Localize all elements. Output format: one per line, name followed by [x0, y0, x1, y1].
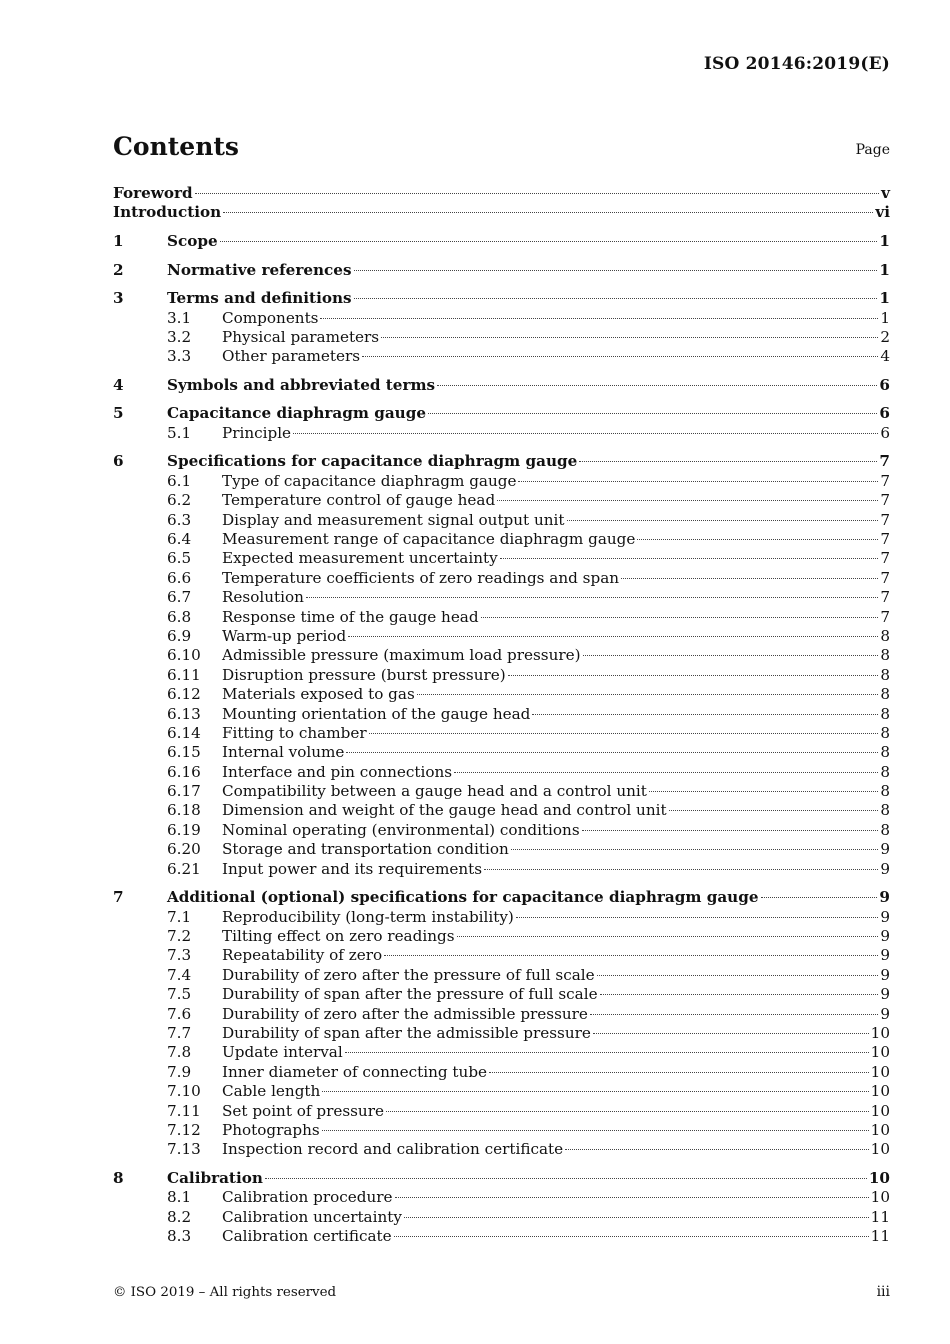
toc-entry[interactable]: [113, 232, 890, 251]
toc-entry-page: 8: [880, 782, 890, 801]
toc-entry-title: Display and measurement signal output unit: [222, 510, 565, 529]
toc-subentry[interactable]: [113, 1082, 890, 1101]
dot-leader: [381, 337, 878, 338]
toc-subentry-number: 6.17: [167, 782, 201, 801]
toc-entry-page: 8: [880, 723, 890, 742]
toc-subentry-number: 7.2: [167, 926, 192, 945]
toc-subentry[interactable]: [113, 724, 890, 743]
dot-leader: [346, 752, 878, 753]
toc-subentry[interactable]: [113, 1005, 890, 1024]
toc-entry-title: Photographs: [222, 1120, 320, 1139]
dot-leader: [621, 578, 878, 579]
dot-leader: [565, 1149, 869, 1150]
toc-entry-page: 9: [880, 1004, 890, 1023]
toc-entry-title: Inner diameter of connecting tube: [222, 1062, 488, 1081]
toc-subentry[interactable]: [113, 801, 890, 820]
toc-entry-title: Temperature coefficients of zero readings and span: [222, 568, 620, 587]
toc-subentry-number: 6.18: [167, 801, 201, 820]
page-column-label: Page: [855, 142, 890, 158]
toc-entry-title: Storage and transportation condition: [222, 840, 509, 859]
document-id: ISO 20146:2019(E): [703, 54, 890, 74]
toc-entry-title: Internal volume: [222, 743, 345, 762]
dot-leader: [306, 597, 878, 598]
toc-entry-title: Principle: [222, 423, 292, 442]
toc-subentry[interactable]: [113, 549, 890, 568]
dot-leader: [761, 897, 878, 898]
toc-entry-page: vi: [875, 203, 890, 222]
dot-leader: [516, 917, 878, 918]
toc-subentry-number: 8.3: [167, 1227, 192, 1246]
toc-subentry-number: 6.14: [167, 723, 201, 742]
toc-entry-page: v: [881, 184, 890, 202]
toc-entry-number: 3: [113, 289, 124, 308]
toc-entry-page: 10: [870, 1188, 890, 1207]
toc-entry-title: Symbols and abbreviated terms: [167, 375, 436, 394]
toc-entry-page: 7: [880, 588, 890, 607]
toc-subentry[interactable]: [113, 743, 890, 762]
toc-entry-title: Update interval: [222, 1043, 343, 1062]
toc-entry-page: 2: [880, 327, 890, 346]
toc-subentry[interactable]: [113, 763, 890, 782]
dot-leader: [428, 413, 877, 414]
dot-leader: [265, 1178, 867, 1179]
toc-entry-page: 8: [880, 626, 890, 645]
toc-subentry-number: 7.12: [167, 1120, 201, 1139]
toc-subentry-number: 8.2: [167, 1207, 192, 1226]
toc-entry-number: 8: [113, 1168, 124, 1187]
dot-leader: [362, 356, 878, 357]
toc-subentry[interactable]: [113, 1102, 890, 1121]
toc-entry-page: 10: [870, 1043, 890, 1062]
toc-entry-page: 7: [880, 568, 890, 587]
toc-subentry[interactable]: [113, 1043, 890, 1062]
toc-entry-title: Reproducibility (long-term instability): [222, 907, 514, 926]
toc-subentry[interactable]: [113, 966, 890, 985]
toc-entry-title: Specifications for capacitance diaphragm gauge: [167, 452, 578, 471]
dot-leader: [457, 936, 879, 937]
toc-entry-page: 10: [870, 1082, 890, 1101]
toc-entry-title: Introduction: [113, 203, 222, 222]
dot-leader: [195, 193, 880, 194]
toc-subentry[interactable]: [113, 588, 890, 607]
page-number: iii: [876, 1284, 890, 1300]
toc-entry-page: 1: [879, 289, 890, 308]
dot-leader: [593, 1033, 869, 1034]
dot-leader: [322, 1130, 869, 1131]
toc-subentry[interactable]: [113, 347, 890, 366]
toc-entry-page: 8: [880, 820, 890, 839]
toc-entry-title: Inspection record and calibration certificate: [222, 1140, 564, 1159]
toc-subentry-number: 7.4: [167, 965, 192, 984]
toc-entry-page: 8: [880, 685, 890, 704]
toc-entry[interactable]: [113, 376, 890, 395]
toc-subentry-number: 6.21: [167, 859, 201, 878]
toc-subentry-number: 6.3: [167, 510, 192, 529]
toc-entry-title: Type of capacitance diaphragm gauge: [222, 471, 517, 490]
toc-subentry[interactable]: [113, 511, 890, 530]
dot-leader: [518, 481, 878, 482]
dot-leader: [354, 298, 878, 299]
toc-subentry[interactable]: [113, 608, 890, 627]
toc-subentry-number: 6.6: [167, 568, 192, 587]
toc-entry[interactable]: [113, 261, 890, 280]
toc-entry-title: Repeatability of zero: [222, 946, 383, 965]
toc-entry-title: Tilting effect on zero readings: [222, 926, 455, 945]
toc-entry-page: 8: [880, 704, 890, 723]
toc-entry-number: 1: [113, 231, 124, 250]
toc-subentry[interactable]: [113, 627, 890, 646]
toc-subentry[interactable]: [113, 908, 890, 927]
toc-subentry-number: 6.12: [167, 685, 201, 704]
toc-entry-page: 9: [880, 840, 890, 859]
toc-entry-page: 1: [879, 231, 890, 250]
toc-subentry-number: 7.11: [167, 1101, 201, 1120]
toc-entry-page: 8: [880, 762, 890, 781]
toc-entry-title: Calibration uncertainty: [222, 1207, 402, 1226]
toc-entry-page: 9: [879, 888, 890, 907]
toc-entry-page: 9: [880, 907, 890, 926]
dot-leader: [223, 212, 873, 213]
toc-subentry-number: 7.9: [167, 1062, 192, 1081]
dot-leader: [597, 975, 879, 976]
toc-entry-page: 10: [870, 1140, 890, 1159]
toc-subentry[interactable]: [113, 530, 890, 549]
toc-subentry[interactable]: [113, 328, 890, 347]
toc-entry-title: Physical parameters: [222, 327, 380, 346]
toc-subentry[interactable]: [113, 1024, 890, 1043]
dot-leader: [345, 1052, 869, 1053]
toc-entry-page: 7: [879, 452, 890, 471]
toc-entry-page: 9: [880, 859, 890, 878]
toc-entry-page: 7: [880, 471, 890, 490]
dot-leader: [394, 1236, 869, 1237]
toc-entry-page: 10: [868, 1168, 890, 1187]
dot-leader: [354, 270, 878, 271]
toc-subentry[interactable]: [113, 840, 890, 859]
dot-leader: [511, 849, 879, 850]
toc-entry-page: 10: [870, 1120, 890, 1139]
toc-subentry[interactable]: [113, 472, 890, 491]
toc-entry[interactable]: [113, 289, 890, 308]
copyright-notice: © ISO 2019 – All rights reserved: [113, 1285, 337, 1300]
toc-entry[interactable]: [113, 203, 890, 222]
toc-entry-number: 5: [113, 404, 124, 423]
dot-leader: [590, 1014, 878, 1015]
dot-leader: [582, 830, 879, 831]
toc-subentry-number: 6.20: [167, 840, 201, 859]
toc-entry-title: Input power and its requirements: [222, 859, 483, 878]
toc-entry-page: 7: [880, 607, 890, 626]
toc-subentry-number: 7.10: [167, 1082, 201, 1101]
toc-subentry-number: 6.4: [167, 529, 192, 548]
toc-entry-page: 10: [870, 1062, 890, 1081]
toc-subentry[interactable]: [113, 1140, 890, 1159]
toc-entry-title: Capacitance diaphragm gauge: [167, 404, 426, 423]
toc-entry-title: Durability of span after the pressure of full scale: [222, 985, 598, 1004]
dot-leader: [497, 500, 878, 501]
toc-entry-page: 6: [879, 404, 890, 423]
dot-leader: [481, 617, 879, 618]
contents-heading: [113, 132, 890, 166]
toc-subentry[interactable]: [113, 1121, 890, 1140]
toc-entry-title: Scope: [167, 231, 218, 250]
toc-subentry[interactable]: [113, 1063, 890, 1082]
toc-entry-number: 6: [113, 452, 124, 471]
toc-subentry-number: 3.1: [167, 308, 192, 327]
toc-subentry-number: 6.1: [167, 471, 192, 490]
toc-entry-title: Calibration procedure: [222, 1188, 393, 1207]
toc-subentry-number: 6.7: [167, 588, 192, 607]
toc-entry[interactable]: [113, 452, 890, 471]
toc-entry-title: Additional (optional) specifications for capacitance diaphragm gauge: [167, 888, 759, 907]
dot-leader: [532, 714, 878, 715]
toc-subentry[interactable]: [113, 309, 890, 328]
dot-leader: [579, 461, 877, 462]
dot-leader: [489, 1072, 869, 1073]
dot-leader: [649, 791, 878, 792]
dot-leader: [348, 636, 878, 637]
toc-subentry-number: 7.6: [167, 1004, 192, 1023]
toc-subentry-number: 6.2: [167, 491, 192, 510]
dot-leader: [454, 772, 878, 773]
toc-subentry-number: 3.3: [167, 347, 192, 366]
page-title: Contents: [113, 132, 240, 161]
toc-entry-page: 11: [870, 1207, 890, 1226]
toc-subentry[interactable]: [113, 985, 890, 1004]
toc-subentry[interactable]: [113, 705, 890, 724]
toc-entry-page: 8: [880, 646, 890, 665]
toc-subentry-number: 6.13: [167, 704, 201, 723]
toc-subentry-number: 7.3: [167, 946, 192, 965]
dot-leader: [417, 694, 879, 695]
toc-entry-title: Interface and pin connections: [222, 762, 453, 781]
toc-subentry-number: 7.1: [167, 907, 192, 926]
toc-subentry-number: 6.15: [167, 743, 201, 762]
toc-subentry[interactable]: [113, 946, 890, 965]
toc-entry-page: 9: [880, 985, 890, 1004]
dot-leader: [293, 433, 878, 434]
toc-entry-title: Response time of the gauge head: [222, 607, 479, 626]
toc-entry-title: Disruption pressure (burst pressure): [222, 665, 506, 684]
dot-leader: [322, 1091, 868, 1092]
toc-subentry[interactable]: [113, 1208, 890, 1227]
toc-subentry-number: 6.9: [167, 626, 192, 645]
toc-subentry-number: 7.7: [167, 1023, 192, 1042]
dot-leader: [583, 655, 879, 656]
toc-subentry[interactable]: [113, 491, 890, 510]
toc-entry-title: Fitting to chamber: [222, 723, 367, 742]
toc-entry-number: 4: [113, 375, 124, 394]
toc-entry-title: Materials exposed to gas: [222, 685, 415, 704]
dot-leader: [484, 869, 878, 870]
toc-subentry[interactable]: [113, 646, 890, 665]
toc-entry-title: Cable length: [222, 1082, 321, 1101]
toc-entry-title: Calibration certificate: [222, 1227, 392, 1246]
toc-subentry-number: 3.2: [167, 327, 192, 346]
toc-entry-title: Other parameters: [222, 347, 361, 366]
toc-entry-page: 11: [870, 1227, 890, 1246]
toc-entry-title: Temperature control of gauge head: [222, 491, 496, 510]
toc-subentry-number: 7.8: [167, 1043, 192, 1062]
toc-entry[interactable]: [113, 1169, 890, 1188]
toc-entry-title: Components: [222, 308, 319, 327]
toc-entry-title: Expected measurement uncertainty: [222, 549, 498, 568]
dot-leader: [600, 994, 879, 995]
toc-subentry-number: 6.5: [167, 549, 192, 568]
toc-entry[interactable]: [113, 404, 890, 423]
toc-entry-title: Warm-up period: [222, 626, 347, 645]
dot-leader: [637, 539, 878, 540]
toc-subentry-number: 6.8: [167, 607, 192, 626]
toc-subentry[interactable]: [113, 685, 890, 704]
dot-leader: [669, 810, 879, 811]
toc-entry-number: 7: [113, 888, 124, 907]
toc-entry-title: Mounting orientation of the gauge head: [222, 704, 531, 723]
toc-subentry-number: 6.10: [167, 646, 201, 665]
dot-leader: [384, 955, 878, 956]
dot-leader: [395, 1197, 869, 1198]
toc-entry-page: 10: [870, 1101, 890, 1120]
toc-entry-page: 9: [880, 946, 890, 965]
toc-entry-page: 6: [879, 375, 890, 394]
toc-entry-title: Dimension and weight of the gauge head and control unit: [222, 801, 667, 820]
toc-entry-page: 6: [880, 423, 890, 442]
toc-entry-page: 7: [880, 529, 890, 548]
toc-entry-page: 9: [880, 965, 890, 984]
dot-leader: [320, 318, 878, 319]
dot-leader: [500, 558, 879, 559]
toc-entry-page: 7: [880, 510, 890, 529]
toc-entry-page: 1: [879, 260, 890, 279]
toc-subentry-number: 5.1: [167, 423, 192, 442]
toc-entry-title: Terms and definitions: [167, 289, 352, 308]
toc-entry-title: Calibration: [167, 1168, 263, 1187]
table-of-contents: [113, 184, 890, 1246]
toc-entry-title: Durability of zero after the pressure of full scale: [222, 965, 595, 984]
toc-subentry[interactable]: [113, 821, 890, 840]
dot-leader: [369, 733, 879, 734]
toc-entry-title: Durability of span after the admissible pressure: [222, 1023, 591, 1042]
toc-entry-title: Normative references: [167, 260, 352, 279]
toc-entry-page: 8: [880, 743, 890, 762]
toc-entry-page: 7: [880, 549, 890, 568]
dot-leader: [567, 520, 879, 521]
toc-entry-title: Durability of zero after the admissible pressure: [222, 1004, 588, 1023]
toc-entry-title: Set point of pressure: [222, 1101, 384, 1120]
toc-entry[interactable]: [113, 888, 890, 907]
toc-entry-title: Nominal operating (environmental) conditions: [222, 820, 580, 839]
toc-entry[interactable]: [113, 184, 890, 203]
toc-entry-number: 2: [113, 260, 124, 279]
toc-subentry[interactable]: [113, 666, 890, 685]
dot-leader: [386, 1111, 869, 1112]
toc-subentry-number: 6.16: [167, 762, 201, 781]
toc-subentry[interactable]: [113, 424, 890, 443]
toc-entry-title: Compatibility between a gauge head and a control unit: [222, 782, 647, 801]
toc-subentry-number: 6.11: [167, 665, 201, 684]
toc-entry-title: Resolution: [222, 588, 304, 607]
dot-leader: [404, 1217, 869, 1218]
toc-subentry[interactable]: [113, 1188, 890, 1207]
toc-entry-page: 4: [880, 347, 890, 366]
toc-subentry-number: 7.5: [167, 985, 192, 1004]
toc-entry-page: 9: [880, 926, 890, 945]
toc-entry-page: 8: [880, 665, 890, 684]
toc-subentry-number: 6.19: [167, 820, 201, 839]
toc-entry-page: 10: [870, 1023, 890, 1042]
toc-entry-page: 7: [880, 491, 890, 510]
toc-entry-page: 8: [880, 801, 890, 820]
toc-subentry[interactable]: [113, 1227, 890, 1246]
dot-leader: [508, 675, 879, 676]
toc-entry-title: Measurement range of capacitance diaphragm gauge: [222, 529, 636, 548]
toc-entry-title: Foreword: [113, 184, 193, 202]
toc-subentry[interactable]: [113, 927, 890, 946]
toc-subentry-number: 7.13: [167, 1140, 201, 1159]
dot-leader: [437, 385, 877, 386]
toc-subentry-number: 8.1: [167, 1188, 192, 1207]
toc-subentry[interactable]: [113, 782, 890, 801]
toc-entry-title: Admissible pressure (maximum load pressure): [222, 646, 581, 665]
toc-entry-page: 1: [880, 308, 890, 327]
toc-subentry[interactable]: [113, 569, 890, 588]
dot-leader: [220, 241, 878, 242]
toc-subentry[interactable]: [113, 860, 890, 879]
